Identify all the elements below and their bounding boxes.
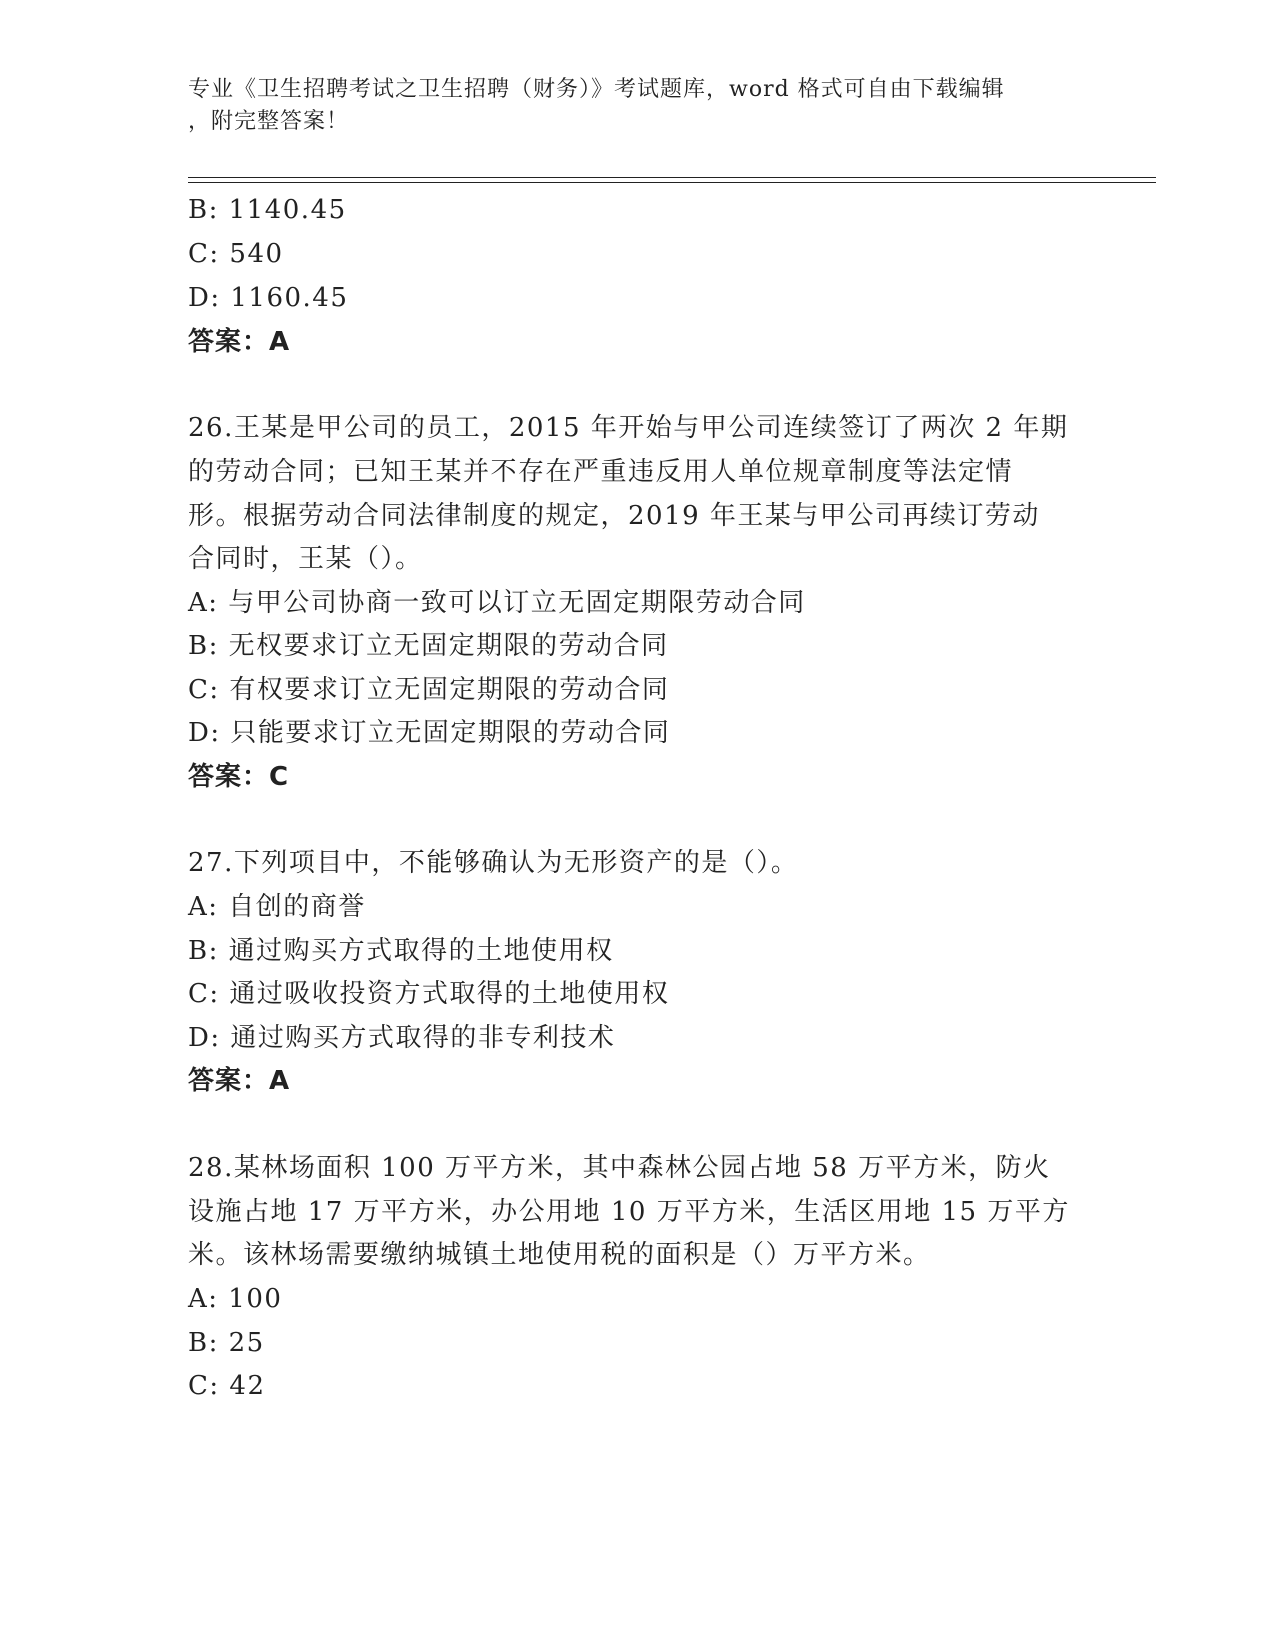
q27-answer: 答案：A bbox=[188, 1066, 291, 1096]
q27-option-a: A: 自创的商誉 bbox=[188, 892, 366, 922]
header-title-line-2: ，附完整答案！ bbox=[188, 109, 350, 134]
q25-option-b: B: 1140.45 bbox=[188, 195, 347, 225]
q25-option-d: D: 1160.45 bbox=[188, 283, 349, 313]
q26-stem-line-1: 26.王某是甲公司的员工，2015 年开始与甲公司连续签订了两次 2 年期 bbox=[188, 413, 1069, 443]
q26-stem-line-4: 合同时，王某（）。 bbox=[188, 544, 423, 574]
page-header bbox=[188, 74, 1088, 138]
q28-stem-line-2: 设施占地 17 万平方米，办公用地 10 万平方米，生活区用地 15 万平方 bbox=[188, 1197, 1070, 1227]
header-divider-bottom bbox=[188, 182, 1156, 183]
q26-option-d: D: 只能要求订立无固定期限的劳动合同 bbox=[188, 718, 671, 748]
header-title-line-1: 专业《卫生招聘考试之卫生招聘（财务）》考试题库，word 格式可自由下载编辑 bbox=[188, 77, 1005, 102]
q26-option-b: B: 无权要求订立无固定期限的劳动合同 bbox=[188, 631, 669, 661]
q25-option-c: C: 540 bbox=[188, 239, 284, 269]
q27-option-c: C: 通过吸收投资方式取得的土地使用权 bbox=[188, 979, 670, 1009]
q26-stem-line-3: 形。根据劳动合同法律制度的规定，2019 年王某与甲公司再续订劳动 bbox=[188, 501, 1040, 531]
q27-option-d: D: 通过购买方式取得的非专利技术 bbox=[188, 1023, 616, 1053]
q26-option-c: C: 有权要求订立无固定期限的劳动合同 bbox=[188, 675, 670, 705]
header-divider-top bbox=[188, 177, 1156, 178]
q26-option-a: A: 与甲公司协商一致可以订立无固定期限劳动合同 bbox=[188, 588, 806, 618]
q25-answer: 答案：A bbox=[188, 327, 291, 357]
q27-option-b: B: 通过购买方式取得的土地使用权 bbox=[188, 936, 614, 966]
q28-stem-line-1: 28.某林场面积 100 万平方米，其中森林公园占地 58 万平方米，防火 bbox=[188, 1153, 1051, 1183]
q28-option-a: A: 100 bbox=[188, 1284, 283, 1314]
q26-stem-line-2: 的劳动合同；已知王某并不存在严重违反用人单位规章制度等法定情 bbox=[188, 457, 1014, 487]
q27-stem-line-1: 27.下列项目中，不能够确认为无形资产的是（）。 bbox=[188, 848, 799, 878]
q28-stem-line-3: 米。该林场需要缴纳城镇土地使用税的面积是（）万平方米。 bbox=[188, 1240, 931, 1270]
q26-answer: 答案：C bbox=[188, 762, 290, 792]
q28-option-b: B: 25 bbox=[188, 1328, 265, 1358]
q28-option-c: C: 42 bbox=[188, 1371, 266, 1401]
